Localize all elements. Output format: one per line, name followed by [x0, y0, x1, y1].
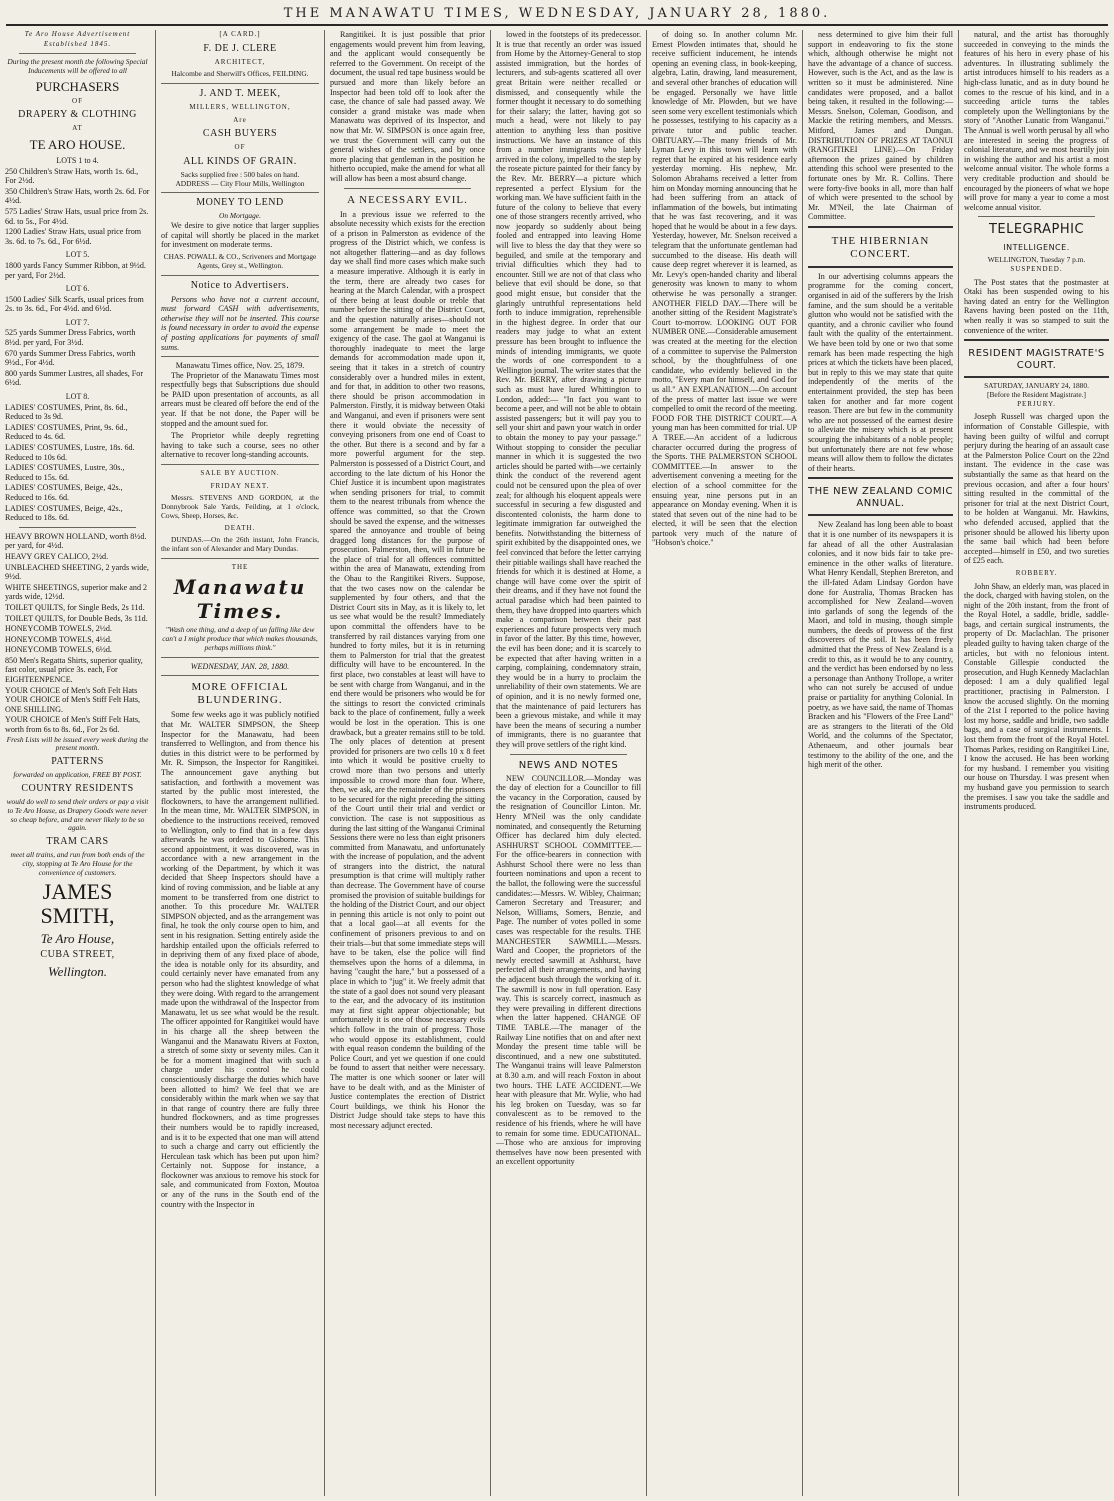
goods-item: HONEYCOMB TOWELS, 2½d.	[5, 624, 112, 634]
lot-item: 1500 Ladies' Silk Scarfs, usual prices from 2s. to 3s. 6d., For 4½d. and 6½d.	[5, 294, 144, 314]
suspended-heading: SUSPENDED.	[1010, 265, 1063, 274]
divider	[161, 657, 319, 658]
sale-text: Messrs. STEVENS AND GORDON, at the Donnybrook Sale Yards, Feilding, at 1 o'clock, Cows, Sheep, Horses, &c.	[161, 493, 319, 520]
article-continuation: Rangitikei. It is just possible that prior engagements would prevent him from leaving, and the applicant would consequently be referred to the Government. On receipt of the document, the usual red tape business would be pursued and more than likely before an Inspector had been told off to look after the case, the chance of sale had passed away. We consider a grand mistake was made when Manawatu was deprived of its Inspector, and now that Mr. W. SIMPSON is once again free, we trust the Government will carry out the general wishes of the settlers, and by once more placing that gentleman in the position he hitherto occupied, make the amend for what all will allow has been a most absurd change.	[330, 30, 485, 183]
lot-item: 1800 yards Fancy Summer Ribbon, at 9½d. per yard, For 2½d.	[5, 260, 146, 280]
proprietor-notice: The Proprietor of the Manawatu Times most respectfully begs that Subscriptions due should be PAID upon presentation of accounts, as all arrears must be cleared off before the end of the year. If that be not done, the Paper will be stopped and the amount sued for.	[161, 370, 319, 428]
goods-item: UNBLEACHED SHEETING, 2 yards wide, 9½d.	[5, 562, 149, 582]
hibernian-heading: THE HIBERNIAN CONCERT.	[831, 234, 930, 260]
divider	[161, 192, 319, 193]
column-notices	[155, 30, 324, 1496]
article-body: Some few weeks ago it was publicly notified that Mr. WALTER SIMPSON, the Sheep Inspector for the Manawatu, had been transferred to Wellington, and from thence his duties in this district were to be performed by Mr. R. Simpson, the Inspector for Rangitikei. The announcement gave anything but satisfaction, and forthwith a movement was started by the public most interested, the flockowners, to have the arrangement nullified. In the mean time, Mr. WALTER SIMPSON, in obedience to the instructions received, removed to Wellington, only to find that in a few days afterwards he was ordered to Gisborne. This second appointment, it was discovered, was in accordance with a new arrangement in the working of the Department, by which it was decided that Sheep Inspectors should have a kind of roving commission, and be liable at any moment to be transferred from one district to another. To this procedure Mr. WALTER SIMPSON objected, and as the arrangement was final, he took the only course open to him, and sent in his resignation. Setting entirely aside the hardship entailed upon the officials referred to in depriving them of any fixed place of abode, the idea is notable only for its absurdity, and could certainly never have emanated from any person who had the slightest knowledge of what they were doing. With regard to the arrangement made upon the withdrawal of the Inspector from Manawatu, let us see what would be the result. The officer appointed for Rangitikei would have in his charge all the sheep between the Wanganui and the Manawatu Rivers at Foxton, a stretch of some sixty or seventy miles. Can it be for a moment imagined that with such a charge under his control he could conscientiously discharge the duties which have been allotted to him? We feel that we are considerably within the mark when we say that in that range of country there are fully three hundred flockowners, and as time progresses their numbers would be to rapidly increased, and is it to be expected that one man will attend to such a charge and carry out efficiently the Herculean task which has been put upon him? Certainly not. Suppose for instance, a flockowner was anxious to remove his stock for sale, and communicated from Foxton, Moutoa or any of the runs in the South end of the country with the Inspector in	[161, 710, 320, 1209]
goods-item: TOILET QUILTS, for Double Beds, 3s 11d.	[5, 613, 148, 623]
lot-item: 800 yards Summer Lustres, all shades, For 6½d.	[5, 368, 144, 388]
lot-item: LADIES' COSTUMES, Lustre, 30s., Reduced to 15s. 6d.	[5, 463, 125, 482]
news-heading: NEWS AND NOTES	[518, 759, 619, 771]
lot-item: 250 Children's Straw Hats, worth 1s. 6d., For 2½d.	[5, 166, 139, 186]
goods-item: HONEYCOMB TOWELS, 6½d.	[5, 645, 112, 655]
lot-title: LOT 8.	[65, 392, 90, 402]
lot-item: 350 Children's Straw Hats, worth 2s. 6d. For 4½d.	[5, 186, 150, 206]
lot-title: LOTS 1 to 4.	[56, 155, 99, 165]
divider	[161, 558, 319, 559]
goods-item: TOILET QUILTS, for Single Beds, 2s 11d.	[5, 602, 145, 612]
evil-heading: A NECESSARY EVIL.	[347, 193, 468, 206]
lot-title: LOT 7.	[65, 317, 90, 327]
clere-address: Halcombe and Sherwill's Offices, FEILDING.	[171, 69, 309, 79]
lot-item: LADIES' COSTUMES, Lustre, 18s. 6d. Reduced to 10s 6d.	[5, 443, 135, 462]
goods-item: HEAVY BROWN HOLLAND, worth 8½d. per yard, for 4½d.	[5, 531, 147, 551]
fresh-lists: Fresh Lists will be issued every week during the present month.	[6, 734, 149, 753]
james-smith-name: JAMES SMITH,	[40, 878, 115, 928]
perjury-heading: PERJURY.	[1017, 399, 1056, 408]
divider	[19, 527, 136, 528]
drapery-heading: DRAPERY & CLOTHING	[18, 109, 137, 121]
rm-date: SATURDAY, JANUARY 24, 1880.	[984, 381, 1089, 391]
tram-heading: TRAM CARS	[46, 836, 109, 848]
tram-text: meet all trains, and run from both ends of the city, stopping at Te Aro House for the convenience of customers.	[10, 850, 145, 877]
lot-item: 670 yards Summer Dress Fabrics, worth 9½d., For 4½d.	[5, 348, 136, 368]
telegraphic-heading: TELEGRAPHIC	[988, 222, 1085, 238]
purchasers-heading: PURCHASERS	[35, 78, 120, 94]
advert-established: Te Aro House Advertisement Established 1845.	[24, 30, 131, 48]
column-concert	[802, 30, 958, 1496]
divider	[510, 754, 627, 755]
rm-court-heading: RESIDENT MAGISTRATE'S COURT.	[968, 348, 1105, 372]
evil-body: In a previous issue we referred to the absolute necessity which exists for the erection of a prison in Palmerston as evidence of the progress of the District which, we confess is not altogether flattering—and as day follows day we shall find more cases which make such a measure imperative. Although it is early in the term, there are already two cases for hearing at the March Calendar, with a prospect of there being at least double or treble that number before the sitting of the District Court, and the question naturally arises—should not some arrangement be made to meet the exigency of the case. The gaol at Wanganui is thoroughly inadequate to meet the large demands for accommodation made upon it, seeing that it takes in a stretch of country considerably over a hundred miles in extent, and for that, in addition to other two reasons, there should be prison accommodation in Palmerston. Firstly, it is midway between Otaki and Wanganui, and even if prisoners were sent there it would obviate the necessity of conveying prisoners from one end of Coast to the other. But there is a second and by far a more powerful argument for the step. Palmerston is possessed of a District Court, and according to the late dictum of his Honor the Chief Justice it is incumbent upon magistrates when sending prisoners for trial, to commit them to the nearest tribunals from whence the offence was committed, so that the Crown should be saved the expense, and the witnesses spared the annoyance and trouble of being dragged long distances for the purpose of prosecution. Palmerston, then, will in future be the place of trial for all offences committed within the area of Manawatu, extending from the Ohau to the Rangitikei Rivers. Suppose, that the two cases now on the calendar be supplemented by four others, and that the District Court sits in May, as it is likely to, let us see what would be the result? Immediately upon committal the offenders have to be transferred by rail distances varying from one hundred to forty miles, but it is in returning them to Palmerston for trial that the greatest difficulty will have to be encountered. In the first place, two constables at least will have to be sent with charge from Wanganui, and in the end there would be prisoners who would be for the sittings to resort the convicted criminals back to the place of confinement, fully a week would be lost in the operation. This is one drawback, but a greater remains still to be told. The only places of detention at present provided for prisoners are two cells 10 x 8 feet into which it would be positive cruelty to crowd more than two persons and utterly impossible to crowd more than four. Where, then, we ask, are the remainder of the prisoners to be secured for the night preceding the sitting of the Court until their trial and verdict or conviction. The case is not suppositious as during the last sitting of the Wanganui Criminal Sessions there were no less than eight prisoners committed from Manawatu, and unfortunately with the increase of population, and the advent of strangers into the district, the natural presumption is that crime will multiply rather than decrease. The Government have of course promised the provision of suitable buildings for the holding of the District Court, and our object in penning this article is not only to point out that a local gaol—at all events for the confinement of prisoners previous to and on their trials—but that some immediate steps will have to be taken, else the police will find themselves upon the horns of a dilemma, in having "caught the hare," but a possessed of a place in which to "jug" it. We freely admit that the state of a gaol does not sound very pleasant to the ear, and the advocacy of its institution may at first sight appear objectionable; but unfortunately it is one of those necessary evils which follow in the train of progress. Those who would oppose its establishment, could with equal reason condemn the building of the Police Court, and yet we question if one could be found to assert that neither were necessary. The matter is one which sooner or later will have to be dealt with, and as the Minister of Justice contemplates the erection of District Court buildings, we think his Honor the District Judge should take steps to have this most necessary adjunct erected.	[330, 209, 485, 1130]
hats-offer: YOUR CHOICE of Men's Soft Felt Hats YOUR CHOICE of Men's Stiff Felt Hats, ONE SHILLING.	[5, 685, 141, 714]
money-heading: MONEY TO LEND	[196, 197, 284, 209]
lot-item: 1200 Ladies' Straw Hats, usual price from 3s. 6d. to 7s. 6d., For 6½d.	[5, 227, 142, 246]
divider	[161, 275, 319, 276]
immigration-text: lowed in the footsteps of its predecessor. It is true that recently an order was issued from Home by the Attorney-General to stop assisted immigration, but the hordes of lecturers, and sub-agents scattered all over great Britain were neither recalled or dismissed, and consequently while the former thought it necessary to do something for their salary; the latter, having got so much a head, were not likely to pay attention to anything less than positive instructions. We have an instance of this from a number immigrants who lately arrived in the colony, impelled to the step by the roseate picture painted for their fancy by the Rev. Mr. BERRY—a picture which represented a perfect Elysium for the working man. We have sufficient faith in the future of the colony to believe that every one of those strangers recently arrived, who now jeopardy so suddenly about being fooled and entrapped into leaving Home will live to bless the day that they were so beguiled, and smile at the temporary and trivial difficulties which they had to encounter. Still we are not of that class who believe that evil should be done, so that good might ensue, but consider that the glaringly untruthful representations held forth to induce immigration, reprehensible in the highest degree. In order that our readers may judge to what an extent pressure has been brought to influence the minds of intending immigrants, we quote the words of one correspondent to a Wellington journal. The writer states that the Rev. Mr. BERRY, after drawing a picture such as must have lured Whittington to London, added:— "In fact you want to become a peer, and will not be able to obtain assisted passengers; but it will pay you to sell your shirt and pawn your watch in order to obtain the money to pay your passage." Without stopping to consider the peculiar manner in which it is suggested the two articles should be parted with—we certainly think the conduct of the reverend agent could not be censured upon the plea of over zeal; for although his eloquent appeals were successful in securing a few disgusted and discontented colonists, the harm done to legitimate immigration far outweighed the benefits. Notwithstanding the bitterness of spirit exhibited by the disappointed ones, we feel convinced that before the letter carrying their pitiable wailings shall have reached the friends for which it is destined at Home, a change will have come over the spirit of their dreams, and if they have not found the actual paradise which had been painted to them, they have dropped into quarters which make a comparison between their past experiences and future prospects very much in favor of the latter. By this time, however, the evil has been done; and it is scarcely to be expected that after having written in a carping, complaining, condemnatory strain, they would be in a hurry to proclaim the unreliability of their own statements. We are of opinion, and it is no newly formed one, that the maintenance of paid lecturers has been a grievous mistake, and while it may have been the means of securing a number of immigrants, there is no guarantee that they will prove settlers of the right kind.	[496, 30, 641, 749]
column-te-aro-advert	[0, 30, 155, 1496]
goods-item: HEAVY GREY CALICO, 2½d.	[5, 551, 109, 561]
country-heading: COUNTRY RESIDENTS	[21, 783, 134, 795]
prizes-text: ness determined to give him their full support in endeavoring to fix the stone which, although otherwise he might not have the advantage of a chance of success. However, such is the Act, and as the law is written so it must be administered. Nine candidates were proposed, and a ballot being taken, it resulted in the following:—Messrs. Snelson, Coleman, Goodison, and Mackie the retiring members, and Messrs. Mitford, James and Dungan. DISTRIBUTION OF PRIZES AT TAONUI (RANGITIKEI LINE).—On Friday afternoon the prizes gained by children attending this school were presented to the fortunate ones by Mr. R. Collins. There were forty-five books in all, more than half of which were presented to the school by Mr. M'Neil, the late Chairman of Committee.	[808, 30, 953, 222]
goods-item: HONEYCOMB TOWELS, 4½d.	[5, 634, 112, 644]
divider	[978, 216, 1095, 217]
at-label: AT	[72, 124, 83, 133]
shirts-offer: 850 Men's Regatta Shirts, superior quality, fast color, usual price 3s. each, For EIGHTEENPENCE.	[5, 655, 143, 685]
lot-title: LOT 5.	[65, 250, 90, 260]
annual-continuation: natural, and the artist has thoroughly succeeded in conveying to the minds the features of his hero in every phase of his adventures. In illustrating sublimely the artist introduces himself to his readers as a high-class lunatic, and as in duty bound he comes to the rescue of his kind, and in a succeeding article turns the tables completely upon the Wellingtonians by the story of "Another Lunatic from Wanganui." The Annual is well worth perusal by all who are interested in seeing the progress of colonial literature, and we most heartily join in wishing the author and his artist a most welcome annual visitor. The whole forms a very creditable production and should be encouraged by the pioneers of what we hope will prove for many a year to come a most welcome annual visitor.	[964, 30, 1109, 212]
cuba-street: CUBA STREET,	[40, 948, 115, 960]
column-telegraphic	[958, 30, 1114, 1496]
telegraphic-body: The Post states that the postmaster at Otaki has been suspended owing to his having dated an entry for the Wellington Ravens having been posted on the 11th, when really it was so stamped to suit the convenience of the writer.	[964, 277, 1109, 335]
country-text: would do well to send their orders or pay a visit to Te Aro House, as Drapery Goods were never so cheap before, and are never likely to be so again.	[6, 797, 149, 833]
death-text: DUNDAS.—On the 26th instant, John Francis, the infant son of Alexander and Mary Dundas.	[161, 535, 319, 553]
clere-role: ARCHITECT,	[214, 57, 266, 66]
powall-signature: CHAS. POWALL & CO., Scriveners and Mortgage Agents, Grey st., Wellington.	[163, 251, 317, 270]
card-label: [A CARD.]	[219, 30, 261, 38]
te-aro-heading: TE ARO HOUSE.	[29, 136, 126, 152]
comic-annual-body: New Zealand has long been able to boast that it is one number of its newspapers it is far ahead of all the other Australasian colonies, and it now bids fair to take pre-eminence in the other walks of literature. What Henry Kendall, Stephen Brereton, and the ill-fated Adam Lindsay Gordon have done for Australia, Thomas Bracken has accomplished for New Zealand—woven into garlands of song the legends of the Maori, and told in musing, though simple numbers, the deeds of prowess of the first discoverers of the soil. It has been freely admitted that the Press of New Zealand is a credit to this, as it would be to any country, and the verdict has been endorsed by no less a personage than Anthony Trollope, a writer who can not surely be accused of undue praise or partiality for anything Colonial. In poetry, as we have said, the name of Thomas Bracken and his "Flowers of the Free Land" are as strangers to the literati of the Old World, and the columns of the Spectator, Athenaeum, and other journals bear testimony to the ability of the one, and the high merit of the other.	[808, 520, 953, 770]
hats-offer: YOUR CHOICE of Men's Stiff Felt Hats, worth from 6s to 8s. 6d., For 2s 6d.	[5, 715, 141, 735]
lot-title: LOT 6.	[65, 284, 90, 294]
divider	[19, 53, 136, 54]
column-news	[490, 30, 646, 1496]
advert-intro: During the present month the following Special Inducements will be offered to all	[7, 57, 148, 75]
divider	[344, 188, 471, 189]
of-label: OF	[72, 96, 83, 105]
te-aro-house-name: Te Aro House,	[40, 930, 115, 946]
the-label: THE	[231, 562, 249, 571]
office-line: Manawatu Times office, Nov. 25, 1879.	[175, 361, 305, 371]
column-local	[646, 30, 802, 1496]
page-header: THE MANAWATU TIMES, WEDNESDAY, JANUARY 28, 1880.	[283, 6, 831, 21]
news-body: NEW COUNCILLOR.—Monday was the day of election for a Councillor to fill the vacancy in the Corporation, caused by the resignation of Councillor Linton. Mr. Henry M'Neil was the only candidate nominated, and consequently the Returning Officer has declared him duly elected. ASHHURST SCHOOL COMMITTEE.—For the office-bearers in connection with Ashhurst School there were no less than fourteen nominations and upon a recent to the ballot, the following were the successful candidates:—Messrs. W. Wibley, Chairman; Cameron Secretary and Treasurer; and Nelson, Williams, Somers, Benzie, and Page. The number of votes polled in some cases was respectable for the results. THE MANCHESTER SAWMILL.—Messrs. Ward and Cooper, the proprietors of the newly erected sawmill at Ashhurst, have perfected all their arrangements, and having the adjacent bush through the working of it. The sawmill is now in full operation. Easy way. This is scarcely correct, inasmuch as they were prevailing in different directions when the latter happened. CHANGE OF TIME TABLE.—The manager of the Railway Line notifies that on and after next Monday the present time table will be discontinued, and a new one substituted. The Wanganui trains will leave Palmerston at 8.30 a.m. and will reach Foxton in about two hours. THE LATE ACCIDENT.—We hear with pleasure that Mr. Wylie, who had his leg broken on Tuesday, was so far convalescent as to be removed to the residence of his friends, where he will have to remain for some time. EDUCATIONAL.—Those who are anxious for improving themselves have now been presented with an excellent opportunity	[496, 773, 641, 1167]
issue-date: WEDNESDAY, JAN. 28, 1880.	[190, 661, 290, 671]
money-sub: On Mortgage.	[219, 211, 261, 221]
lot-item: LADIES' COSTUMES, Print, 8s. 6d., Reduced to 3s 9d.	[5, 402, 128, 422]
comic-annual-heading: THE NEW ZEALAND COMIC ANNUAL.	[808, 486, 953, 510]
clere-name: F. DE J. CLERE	[203, 42, 277, 54]
sale-heading: SALE BY AUCTION.	[200, 469, 280, 478]
lot-item: LADIES' COSTUMES, Beige, 42s., Reduced to 16s. 6d.	[5, 483, 123, 502]
telegraphic-dateline: WELLINGTON, Tuesday 7 p.m.	[987, 255, 1086, 265]
paper-motto: "Wash one thing, and a deep of un falling like dew can't a I might produce that which makes thousands, perhaps millions think."	[162, 625, 318, 652]
article-heading: MORE OFFICIAL BLUNDERING.	[191, 681, 289, 707]
patterns-heading: PATTERNS	[51, 756, 104, 768]
meek-sacks: Sacks supplied free : 500 bales on hand.	[180, 169, 300, 179]
paper-title: Manawatu Times.	[173, 575, 307, 624]
header-rule	[6, 24, 1108, 26]
perjury-body: Joseph Russell was charged upon the information of Constable Gillespie, with having been guilty of wilful and corrupt perjury during the hearing of an assault case at the Palmerston Police Court on the 22nd instant. The evidence in the case was substantially the same as that heard on the previous occasion, and after a four hours' sitting resulted in the committal of the prisoner for trial at the next District Court, to be holden at Wanganui. Mr. Hawkins, who defended accused, applied that the prisoner should be allowed his liberty upon the same bail which had been before accepted—himself in £50, and two sureties of £25 each.	[964, 412, 1109, 566]
proprietor-notice-2: The Proprietor while deeply regretting having to take such a course, sees no other alternative to recover long-standing accounts.	[161, 431, 319, 460]
robbery-body: John Shaw, an elderly man, was placed in the dock, charged with having stolen, on the night of the 20th instant, from the front of the Royal Hotel, a saddle, bridle, saddle-bags, and certain surgical instruments, the property of Dr. Maclachlan. The prisoner pleaded guilty to having taken charge of the articles, but with no felonious intent. Constable Gillespie conducted the prosecution, and Hugh Kennedy Maclachlan deposed: I am a duly qualified legal practitioner, practising in Palmerston. I know the accused slightly. On the morning of the 21st I reported to the police having lost my horse, saddle and bridle, two saddle bags, and a case of surgical instruments. I lost them from the front of the Royal Hotel. Thomas Parkes, residing on Rangitikei Line, I know the accused. He has been working for my husband. I remember you visiting our house on Thursday. I was present when my husband gave you permission to search the premises. I saw you take the saddle and instruments produced.	[964, 581, 1110, 812]
telegraphic-sub: INTELLIGENCE.	[1003, 243, 1070, 253]
notice-heading: Notice to Advertisers.	[190, 279, 290, 291]
money-text: We desire to give notice that larger supplies of capital will shortly be placed in the market for investment on moderate terms.	[161, 221, 319, 250]
rm-before: [Before the Resident Magistrate.]	[987, 390, 1086, 400]
meek-are: Are	[233, 115, 247, 124]
lot-item: 525 yards Summer Dress Fabrics, worth 8½d. per yard, For 3½d.	[5, 328, 136, 348]
lot-item: LADIES' COSTUMES, Print, 9s. 6d., Reduced to 4s. 6d.	[5, 422, 128, 442]
meek-grain: ALL KINDS OF GRAIN.	[183, 155, 297, 167]
divider	[161, 83, 319, 84]
meek-address: ADDRESS — City Flour Mills, Wellington	[175, 178, 305, 188]
divider	[161, 464, 319, 465]
divider	[161, 675, 319, 676]
sale-day: FRIDAY NEXT.	[210, 481, 270, 490]
wellington-name: Wellington.	[47, 963, 108, 979]
goods-item: WHITE SHEETINGS, superior make and 2 yards wide, 12½d.	[5, 582, 148, 602]
meek-name: J. AND T. MEEK,	[199, 87, 281, 99]
meek-cash: CASH BUYERS	[202, 128, 278, 140]
meek-of: OF	[234, 143, 246, 152]
patterns-sub: forwarded on application, FREE BY POST.	[13, 770, 142, 780]
hibernian-body: In our advertising columns appears the programme for the coming concert, organised in aid of the sufferers by the Irish famine, and the sum should be a veritable glutton who would not be satisfied with the quantity, and a chronic cavilier who found fault with the quality of the entertainment. We have been told by one or two that some remark has been made respecting the high prices at which the tickets have been placed, but in reply to this we may state that quite independently of the merits of the entertainment provided, the step has been taken for another and far more cogent reason. There are but few in the community who are not possessed of the earnest desire to alleviate the misery which is at present scourging the inhabitants of a noble people; but unfortunately there are not few whose means will allow them to follow the dictates of their hearts.	[808, 271, 953, 473]
lot-item: 575 Ladies' Straw Hats, usual price from 2s. 6d. to 5s., For 4½d.	[5, 206, 149, 226]
meek-role: MILLERS, WELLINGTON,	[189, 102, 291, 111]
death-heading: DEATH.	[224, 523, 256, 532]
notice-text: Persons who have not a current account, must forward CASH with advertisements, otherwise they will not be inserted. This course is found necessary in order to avoid the expense of posting applications for payments of small sums.	[161, 294, 319, 352]
robbery-heading: ROBBERY.	[1015, 568, 1058, 577]
column-editorial	[324, 30, 490, 1496]
local-news-body: of doing so. In another column Mr. Ernest Plowden intimates that, should he receive sufficient inducement, he intends opening an evening class, in book-keeping, algebra, Latin, drawing, land measurement, and several other branches of education will be engaged. Personally we have little knowledge of Mr. Plowden, but we have seen some very excellent testimonials which he possesses, testifying to his capacity as a private tutor and public teacher. OBITUARY.—The many friends of Mr. Lyman Levy in this town will learn with regret that he expired at his residence early yesterday morning. His nephew, Mr. Solomon Abrahams received a letter from him on Monday morning announcing that he had been suffering from an attack of inflammation of the bowels, but intimating that he was fast recovering, and it was hoped that he would be about in a few days. Yesterday, however, Mr. Snelson received a telegram that the unfortunate gentleman had succumbed to the disease. His death will cause deep regret wherever it is learned, as Mr. Levy's open-handed charity and liberal generosity was known to many to whom otherwise he was personally a stranger. ANOTHER FIELD DAY.—There will be another sitting of the Resident Magistrate's Court to-morrow. LOOKING OUT FOR NUMBER ONE.—Considerable amusement was created at the meeting for the election of a committee to supervise the Palmerston school, by the thoughtfulness of one candidate, who evidently believed in the motto, "Every man for himself, and God for us all." AN EXPLANATION.—On account of the press of matter last issue we were compelled to omit the record of the meeting. FOOD FOR THE DISTRICT COURT.—A young man has been committed for trial. UP A TREE.—An accident of a ludicrous character occurred during the progress of the Sports. THE PALMERSTON SCHOOL COMMITTEE.—In answer to the advertisement convening a meeting for the election of a school committee for the ensuing year, nine persons put in an appearance on Monday evening. When it is stated that seven out of the nine had to be elected, it will be seen that the election partook very much of the nature of "Hobson's choice."	[652, 30, 797, 548]
divider	[161, 356, 319, 357]
lot-item: LADIES' COSTUMES, Beige, 42s., Reduced to 18s. 6d.	[5, 503, 123, 523]
